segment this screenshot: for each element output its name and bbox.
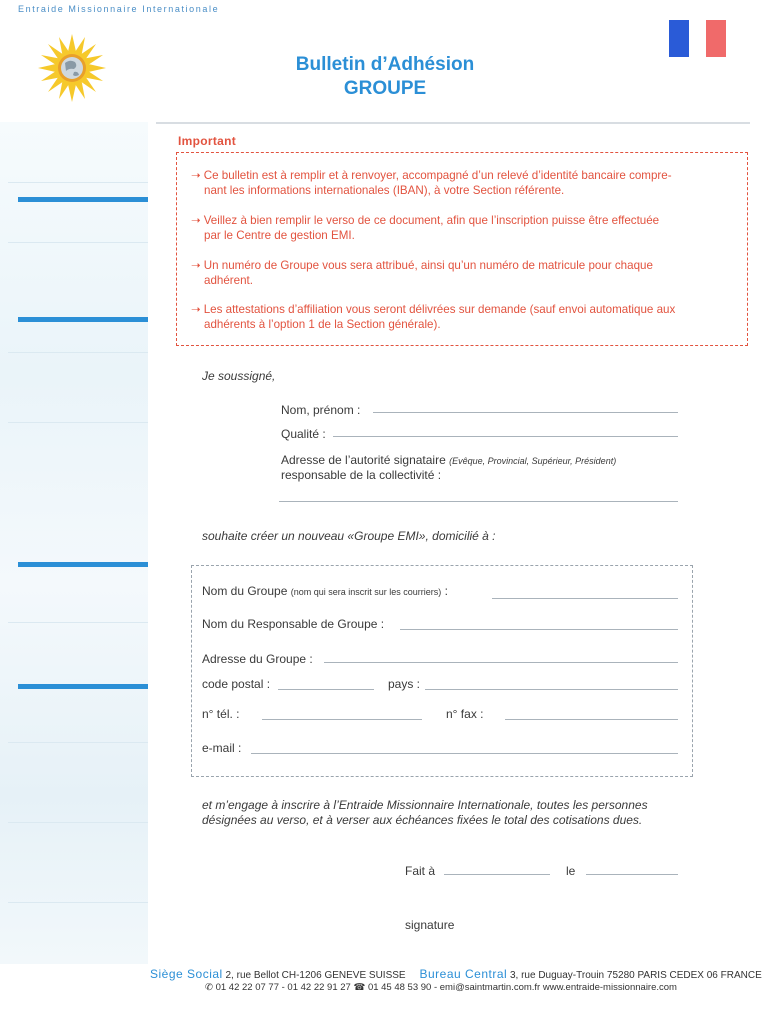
email-label: e-mail :	[202, 741, 242, 755]
arrow-icon: ➝	[191, 259, 201, 272]
tel-label: n° tél. :	[202, 707, 240, 721]
pays-field[interactable]	[425, 689, 678, 690]
arrow-icon: ➝	[191, 303, 201, 316]
tel-field[interactable]	[262, 719, 422, 720]
adresse-autorite-hint: (Evêque, Provincial, Supérieur, Président)	[449, 456, 617, 466]
code-postal-label: code postal :	[202, 677, 271, 691]
important-label: Important	[178, 134, 237, 148]
date-field[interactable]	[586, 874, 678, 875]
adresse-autorite-field[interactable]	[279, 501, 678, 502]
pays-label: pays :	[388, 677, 421, 691]
fax-label: n° fax :	[446, 707, 484, 721]
bureau-central-label: Bureau Central	[419, 967, 508, 981]
flag-blue-stripe	[669, 20, 689, 57]
siege-social-address: 2, rue Bellot CH-1206 GENEVE SUISSE	[225, 970, 406, 981]
nom-groupe-hint: (nom qui sera inscrit sur les courriers)	[290, 587, 442, 597]
important-item: ➝ Ce bulletin est à remplir et à renvoyer, accompagné d’un relevé d’identité bancaire compre- nant les informations internationales (IBAN), à votre Section référente.	[191, 169, 672, 197]
adresse-groupe-label: Adresse du Groupe :	[202, 652, 313, 666]
nom-groupe-field[interactable]	[492, 598, 678, 599]
page-title: Bulletin d’Adhésion	[295, 54, 475, 75]
arrow-icon: ➝	[191, 214, 201, 227]
accent-band	[18, 197, 148, 202]
engagement-text-2: désignées au verso, et à verser aux échéances fixées le total des cotisations dues.	[202, 813, 643, 827]
fait-a-field[interactable]	[444, 874, 550, 875]
flag-red-stripe	[706, 20, 726, 57]
nom-responsable-field[interactable]	[400, 629, 678, 630]
souhaite-text: souhaite créer un nouveau «Groupe EMI», domicilié à :	[202, 529, 496, 543]
email-field[interactable]	[251, 753, 678, 754]
accent-band	[18, 684, 148, 689]
responsable-label: responsable de la collectivité :	[281, 468, 442, 482]
accent-band	[18, 317, 148, 322]
divider	[156, 122, 750, 124]
nom-prenom-field[interactable]	[373, 412, 678, 413]
accent-band	[18, 562, 148, 567]
adresse-autorite-label: Adresse de l’autorité signataire (Evêque, Provincial, Supérieur, Président)	[281, 453, 617, 467]
qualite-field[interactable]	[333, 436, 678, 437]
page-subtitle: GROUPE	[343, 78, 427, 99]
adresse-groupe-field[interactable]	[324, 662, 678, 663]
important-item: ➝ Les attestations d’affiliation vous seront délivrées sur demande (sauf envoi automatique aux adhérents à l’option 1 de la Section générale).	[191, 303, 676, 331]
decorative-sidebar	[0, 122, 148, 964]
le-label: le	[566, 864, 576, 878]
je-soussigne-text: Je soussigné,	[202, 369, 276, 383]
logo-arc-text: Entraide Missionnaire Internationale	[18, 4, 220, 14]
important-item: ➝ Veillez à bien remplir le verso de ce document, afin que l’inscription puisse être effectuée par le Centre de gestion EMI.	[191, 214, 660, 242]
bureau-central-address: 3, rue Duguay-Trouin 75280 PARIS CEDEX 06 FRANCE	[509, 970, 762, 981]
code-postal-field[interactable]	[278, 689, 374, 690]
siege-social-label: Siège Social	[150, 967, 223, 981]
important-item: ➝ Un numéro de Groupe vous sera attribué, ainsi qu’un numéro de matricule pour chaque adhérent.	[191, 259, 653, 287]
fax-field[interactable]	[505, 719, 678, 720]
footer-addresses	[150, 967, 760, 981]
footer-contacts: ✆ 01 42 22 07 77 - 01 42 22 91 27 ☎ 01 45 48 53 90 - emi@saintmartin.com.fr www.entraide-missionnaire.com	[205, 982, 677, 993]
nom-prenom-label: Nom, prénom :	[281, 403, 361, 417]
fait-a-label: Fait à	[405, 864, 436, 878]
nom-groupe-label: Nom du Groupe (nom qui sera inscrit sur les courriers) :	[202, 584, 448, 598]
qualite-label: Qualité :	[281, 427, 326, 441]
signature-label: signature	[405, 918, 455, 932]
nom-responsable-label: Nom du Responsable de Groupe :	[202, 617, 385, 631]
engagement-text-1: et m’engage à inscrire à l’Entraide Missionnaire Internationale, toutes les personnes	[202, 798, 648, 812]
arrow-icon: ➝	[191, 169, 201, 182]
